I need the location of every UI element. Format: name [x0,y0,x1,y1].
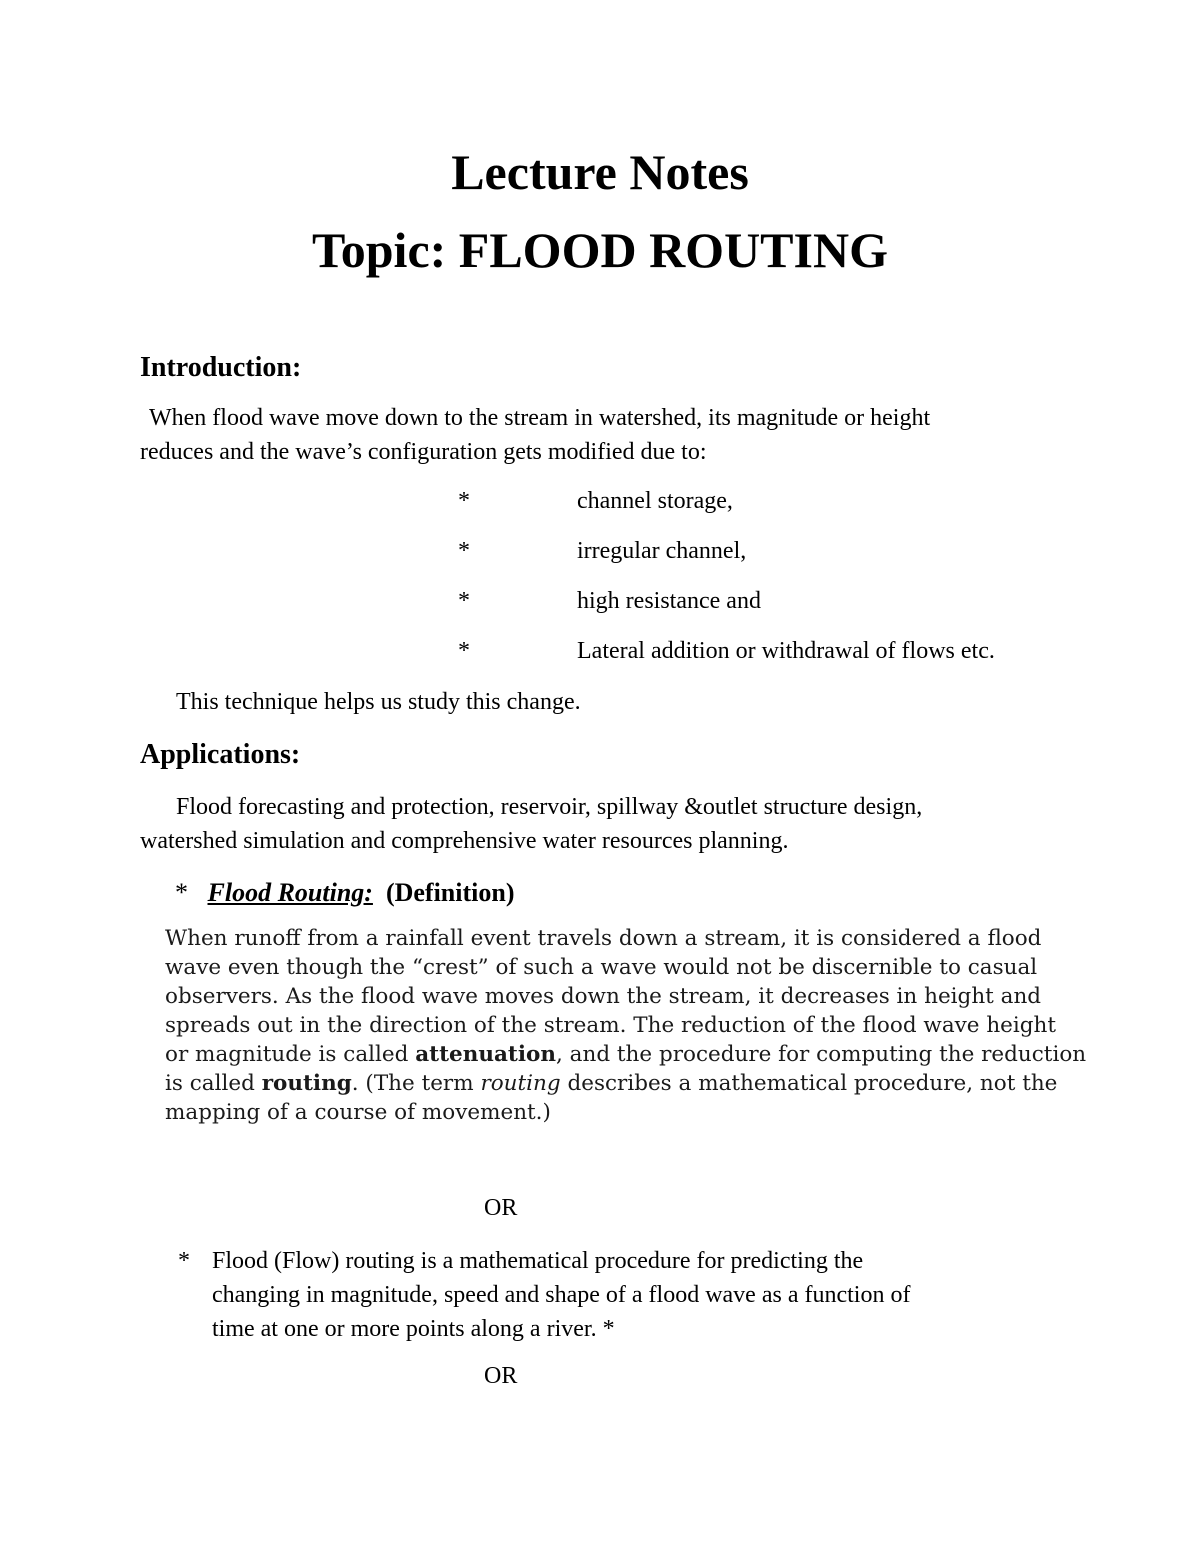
attenuation-term: attenuation [415,1042,556,1067]
page-subtitle: Topic: FLOOD ROUTING [311,222,888,278]
applications-line-2: watershed simulation and comprehensive water resources planning. [140,828,789,854]
quote-line: observers. As the flood wave moves down the stream, it decreases in height and [165,984,1042,1009]
applications-heading: Applications: [140,739,301,770]
applications-line-1: Flood forecasting and protection, reservoir, spillway &outlet structure design, [176,794,923,820]
quote-line: spreads out in the direction of the stream. The reduction of the flood wave height [165,1013,1057,1038]
bullet-item: channel storage, [577,488,733,514]
alt-definition-marker: * [178,1248,190,1274]
bullet-marker: * [458,588,470,614]
alt-definition-line: Flood (Flow) routing is a mathematical procedure for predicting the [212,1248,864,1274]
bullet-marker: * [458,638,470,664]
bullet-item: Lateral addition or withdrawal of flows etc. [577,638,995,664]
definition-label: (Definition) [385,878,515,907]
alt-definition-line: time at one or more points along a river. * [212,1316,615,1342]
or-separator: OR [484,1195,518,1221]
quote-line: When runoff from a rainfall event travels down a stream, it is considered a flood [165,926,1042,951]
routing-italic-term: routing [480,1071,561,1096]
bullet-marker: * [458,488,470,514]
flood-routing-term: Flood Routing: [207,878,373,907]
alt-definition-line: changing in magnitude, speed and shape of a flood wave as a function of [212,1282,911,1308]
introduction-closing: This technique helps us study this change. [176,689,581,715]
quote-line: wave even though the “crest” of such a wave would not be discernible to casual [165,955,1038,980]
quote-line: mapping of a course of movement.) [165,1100,551,1125]
bullet-item: high resistance and [577,588,761,614]
introduction-heading: Introduction: [140,352,302,383]
routing-term: routing [261,1071,352,1096]
bullet-marker: * [458,538,470,564]
bullet-item: irregular channel, [577,538,747,564]
quote-line: is called routing. (The term routing describes a mathematical procedure, not the [165,1071,1058,1096]
introduction-line-1: When flood wave move down to the stream in watershed, its magnitude or height [149,405,931,431]
page-title: Lecture Notes [451,144,749,200]
or-separator: OR [484,1363,518,1389]
definition-quote-block [165,924,1105,1127]
heading-marker: * [175,878,188,907]
introduction-line-2: reduces and the wave’s configuration gets modified due to: [140,439,707,465]
quote-line: or magnitude is called attenuation, and the procedure for computing the reduction [165,1042,1087,1067]
flood-routing-heading [175,877,514,909]
